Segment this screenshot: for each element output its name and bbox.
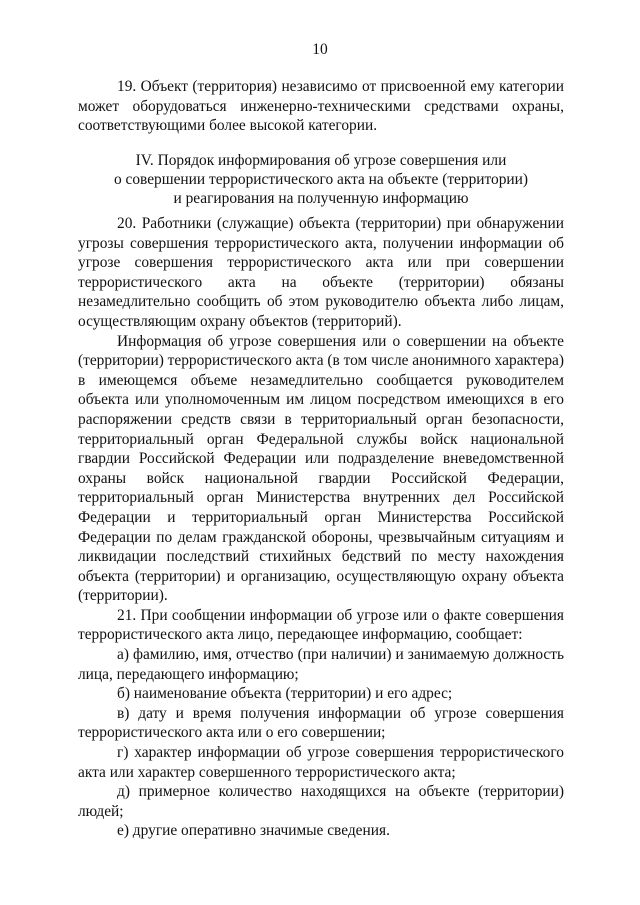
- list-item-b: б) наименование объекта (территории) и его адрес;: [117, 685, 453, 703]
- paragraph-19: 19. Объект (территория) независимо от присвоенной ему категории может оборудоваться инженерно-техническими средствами охраны, соответствующими более высокой категории.: [78, 78, 564, 135]
- paragraph-20-information: Информация об угрозе совершения или о совершении на объекте (территории) террористического акта (в том числе анонимного характера) в имеющемся объеме незамедлительно сообщается руководителем объекта или уполномоченным им лицом посредством имеющихся в его распоряжении средств связи в территориальный орган безопасности, территориальный орган Федеральной службы войск национальной гвардии Российской Федерации или подразделение вневедомственной охраны войск национальной гвардии Российской Федерации, территориальный орган Министерства внутренних дел Российской Федерации и территориальный орган Министерства Российской Федерации по делам гражданской обороны, чрезвычайным ситуациям и ликвидации последствий стихийных бедствий по месту нахождения объекта (территории) и организацию, осуществляющую охрану объекта (территории).: [78, 332, 565, 605]
- list-item-a: а) фамилию, имя, отчество (при наличии) и занимаемую должность лица, передающего информацию;: [78, 646, 564, 683]
- page-number: 10: [312, 41, 328, 58]
- list-item-v: в) дату и время получения информации об угрозе совершения террористического акта или о его совершении;: [78, 704, 564, 742]
- main-text-block: [78, 214, 564, 841]
- list-item-d: д) примерное количество находящихся на объекте (территории) людей;: [78, 783, 564, 820]
- paragraph-21: 21. При сообщении информации об угрозе или о факте совершения террористического акта лицо, передающее информацию, сообщает:: [78, 606, 564, 644]
- paragraph-19-block: [78, 77, 564, 136]
- paragraph-20: 20. Работники (служащие) объекта (территории) при обнаружении угрозы совершения террористического акта, получении информации об угрозе совершения террористического акта или при совершении террористического акта на объекте (территории) обязаны незамедлительно сообщить об этом руководителю объекта либо лицам, осуществляющим охрану объектов (территорий).: [78, 215, 564, 330]
- section-heading-line-2: о совершении террористического акта на объекте (территории): [113, 171, 529, 188]
- section-heading-line-1: IV. Порядок информирования об угрозе совершения или: [135, 152, 507, 169]
- section-heading: [78, 151, 564, 208]
- list-item-g: г) характер информации об угрозе совершения террористического акта или характер совершенного террористического акта;: [78, 744, 564, 781]
- list-item-e: е) другие оперативно значимые сведения.: [117, 822, 390, 840]
- section-heading-line-3: и реагирования на полученную информацию: [173, 190, 469, 207]
